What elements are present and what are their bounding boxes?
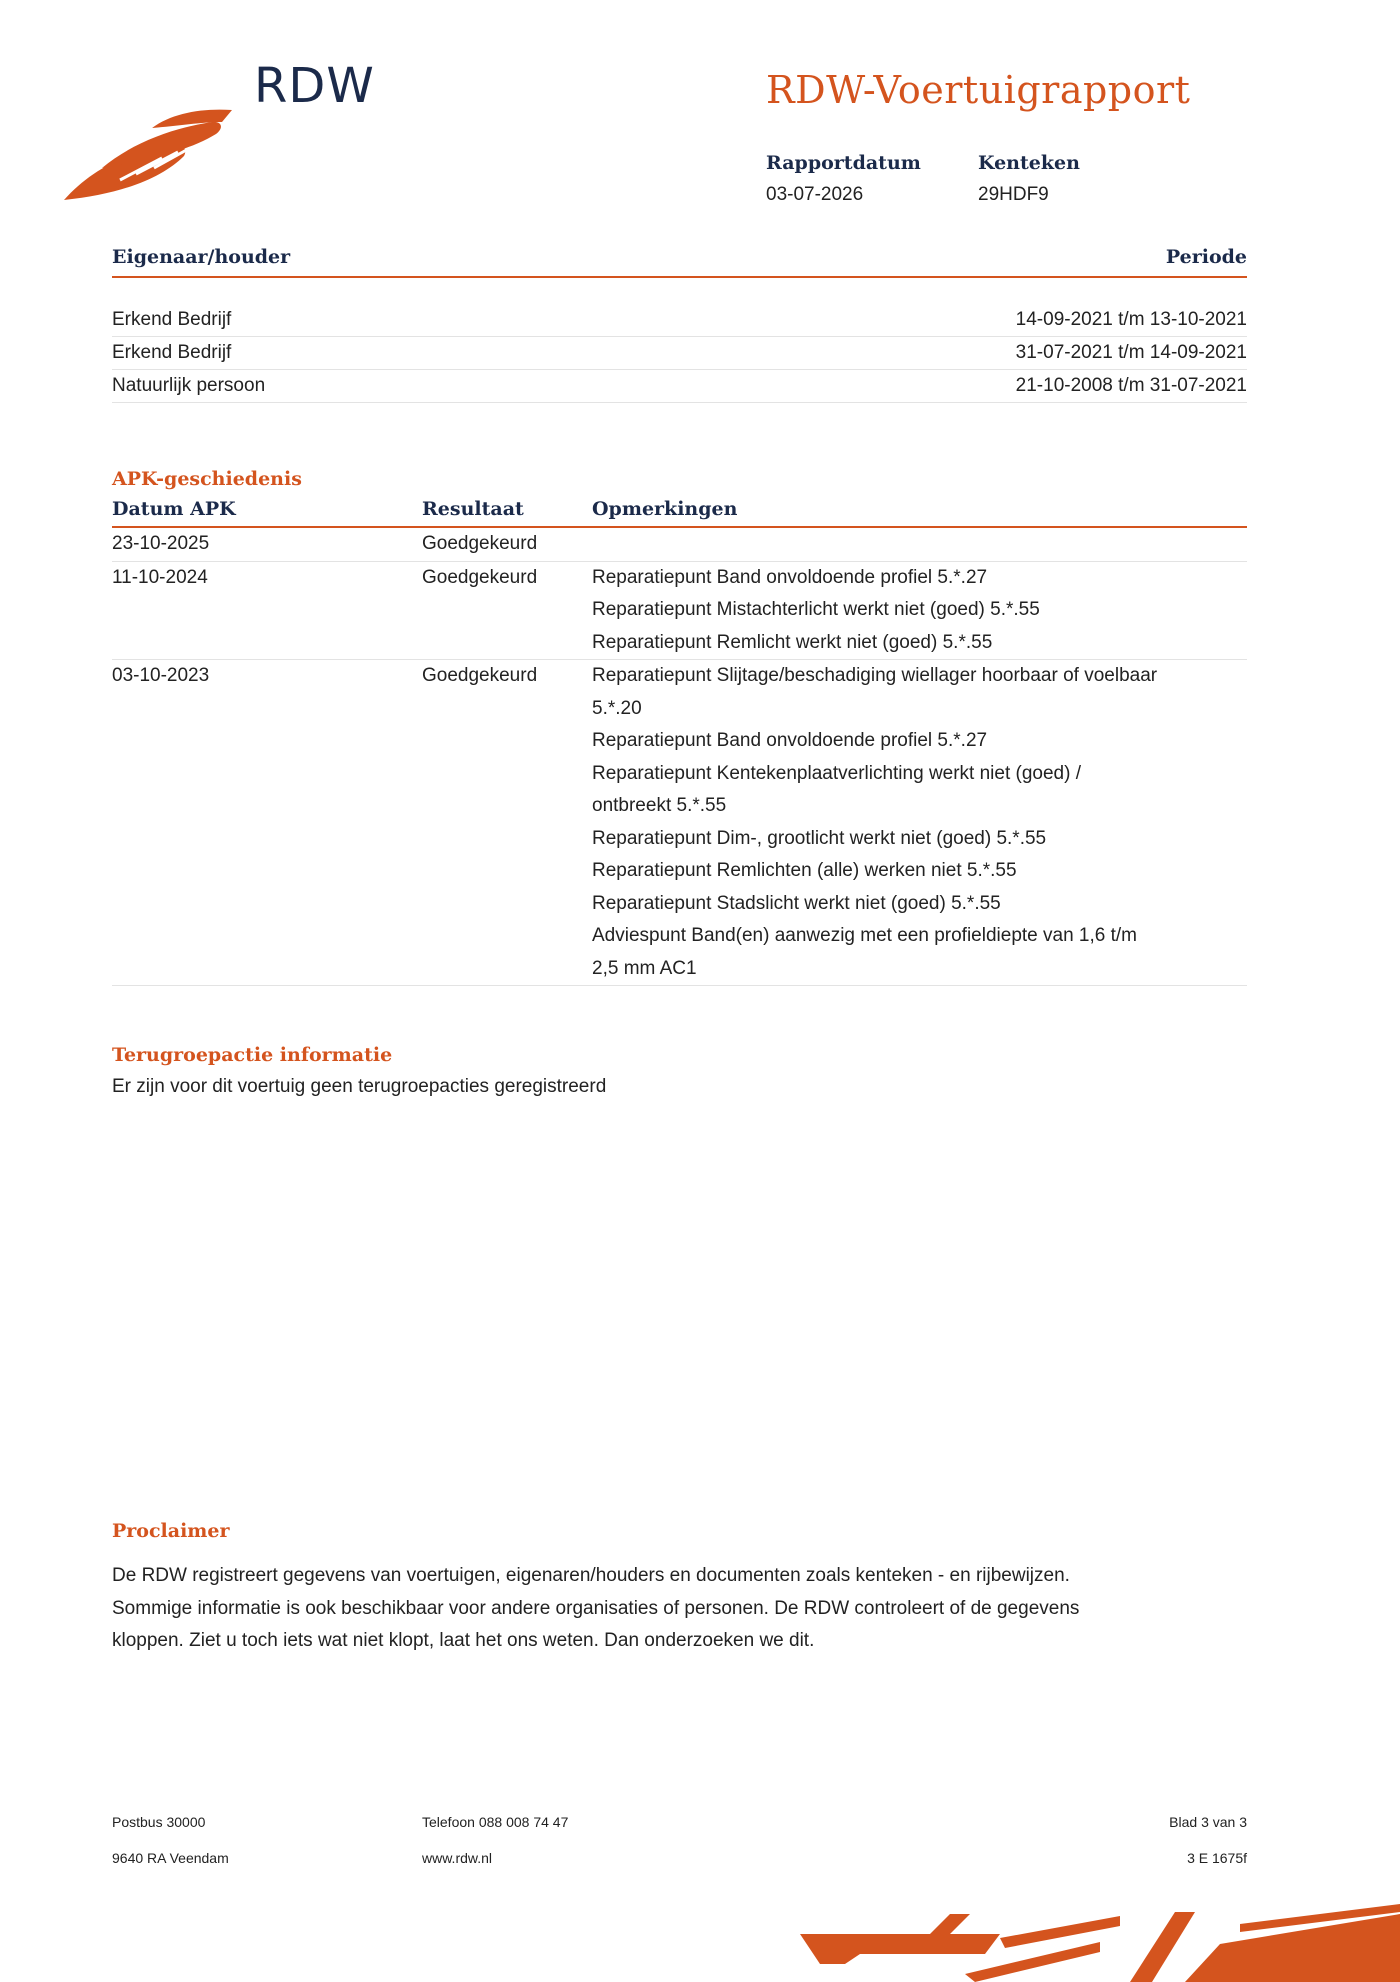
remark-line: 2,5 mm AC1	[592, 957, 697, 979]
proclaimer-line: Sommige informatie is ook beschikbaar voor andere organisaties of personen. De RDW controleert of de gegevens	[112, 1597, 1080, 1619]
proclaimer-text	[112, 1560, 1212, 1658]
table-row	[112, 370, 1247, 403]
remark-line: Reparatiepunt Remlicht werkt niet (goed) 5.*.55	[592, 631, 993, 653]
remark-line: Reparatiepunt Dim-, grootlicht werkt niet (goed) 5.*.55	[592, 827, 1047, 849]
recall-section	[112, 1042, 1247, 1098]
footer-page-info	[1169, 1812, 1247, 1884]
rdw-logo	[62, 58, 392, 178]
apk-date-header: Datum APK	[112, 498, 236, 520]
report-date-label: Rapportdatum	[766, 152, 921, 174]
footer-address-line2: 9640 RA Veendam	[112, 1850, 229, 1866]
remark-line: Reparatiepunt Slijtage/beschadiging wiellager hoorbaar of voelbaar	[592, 665, 1158, 686]
apk-remarks-cell	[592, 528, 1247, 561]
owners-table	[112, 304, 1247, 403]
report-date-block	[766, 152, 921, 206]
apk-remarks-cell	[592, 562, 1247, 660]
remark-line: Reparatiepunt Kentekenplaatverlichting werkt niet (goed) /	[592, 762, 1082, 784]
logo-text: RDW	[254, 58, 375, 114]
footer-website: www.rdw.nl	[422, 1850, 493, 1866]
apk-header	[112, 494, 1247, 528]
plate-block	[978, 152, 1080, 206]
footer-code: 3 E 1675f	[1187, 1850, 1247, 1866]
owner-cell: Natuurlijk persoon	[112, 375, 266, 396]
footer-contact	[422, 1812, 568, 1884]
apk-date-cell: 03-10-2023	[112, 665, 210, 686]
apk-section	[112, 466, 1247, 986]
remark-line: 5.*.20	[592, 697, 642, 719]
owners-section	[112, 246, 1247, 403]
remark-line: Reparatiepunt Band onvoldoende profiel 5.*.27	[592, 566, 988, 588]
apk-remarks-header: Opmerkingen	[592, 498, 738, 520]
remark-line: ontbreekt 5.*.55	[592, 795, 727, 816]
apk-title: APK-geschiedenis	[112, 468, 302, 490]
rdw-stripes-icon	[800, 1904, 1400, 1982]
table-row	[112, 528, 1247, 562]
proclaimer-line: kloppen. Ziet u toch iets wat niet klopt, laat het ons weten. Dan onderzoeken we dit.	[112, 1630, 815, 1651]
table-row	[112, 304, 1247, 337]
recall-text: Er zijn voor dit voertuig geen terugroepacties geregistreerd	[112, 1076, 607, 1097]
proclaimer-section	[112, 1518, 1247, 1658]
report-date-value: 03-07-2026	[766, 184, 864, 205]
period-cell: 14-09-2021 t/m 13-10-2021	[1015, 309, 1247, 330]
table-row	[112, 562, 1247, 661]
apk-result-cell: Goedgekeurd	[422, 665, 538, 686]
proclaimer-title: Proclaimer	[112, 1520, 230, 1542]
table-row	[112, 660, 1247, 986]
remark-line: Reparatiepunt Band onvoldoende profiel 5.*.27	[592, 730, 988, 751]
period-column-header: Periode	[1165, 246, 1247, 268]
owner-column-header: Eigenaar/houder	[112, 246, 291, 268]
apk-result-header: Resultaat	[422, 498, 524, 520]
remark-line: Reparatiepunt Remlichten (alle) werken niet 5.*.55	[592, 860, 1017, 881]
remark-line: Reparatiepunt Stadslicht werkt niet (goed) 5.*.55	[592, 892, 1001, 914]
remark-line: Adviespunt Band(en) aanwezig met een profieldiepte van 1,6 t/m	[592, 925, 1137, 946]
proclaimer-line: De RDW registreert gegevens van voertuigen, eigenaren/houders en documenten zoals kenteken - en rijbewijzen.	[112, 1565, 1070, 1586]
period-cell: 31-07-2021 t/m 14-09-2021	[1015, 342, 1247, 363]
footer-page-number: Blad 3 van 3	[1169, 1814, 1247, 1830]
rdw-bird-logo-icon	[62, 88, 242, 203]
owner-cell: Erkend Bedrijf	[112, 342, 232, 363]
footer-phone: Telefoon 088 008 74 47	[422, 1814, 569, 1830]
apk-result-cell: Goedgekeurd	[422, 566, 538, 588]
apk-remarks-cell	[592, 660, 1247, 985]
remark-line: Reparatiepunt Mistachterlicht werkt niet (goed) 5.*.55	[592, 599, 1040, 620]
recall-title: Terugroepactie informatie	[112, 1044, 393, 1066]
period-cell: 21-10-2008 t/m 31-07-2021	[1015, 375, 1247, 396]
table-row	[112, 337, 1247, 370]
footer-address-line1: Postbus 30000	[112, 1814, 206, 1830]
plate-value: 29HDF9	[978, 184, 1049, 205]
footer-address	[112, 1812, 229, 1884]
owners-header	[112, 246, 1247, 278]
apk-date-cell: 11-10-2024	[112, 566, 208, 588]
report-title: RDW-Voertuigrapport	[766, 68, 1191, 112]
owner-cell: Erkend Bedrijf	[112, 309, 232, 330]
apk-date-cell: 23-10-2025	[112, 533, 210, 554]
apk-result-cell: Goedgekeurd	[422, 533, 538, 554]
plate-label: Kenteken	[978, 152, 1080, 174]
